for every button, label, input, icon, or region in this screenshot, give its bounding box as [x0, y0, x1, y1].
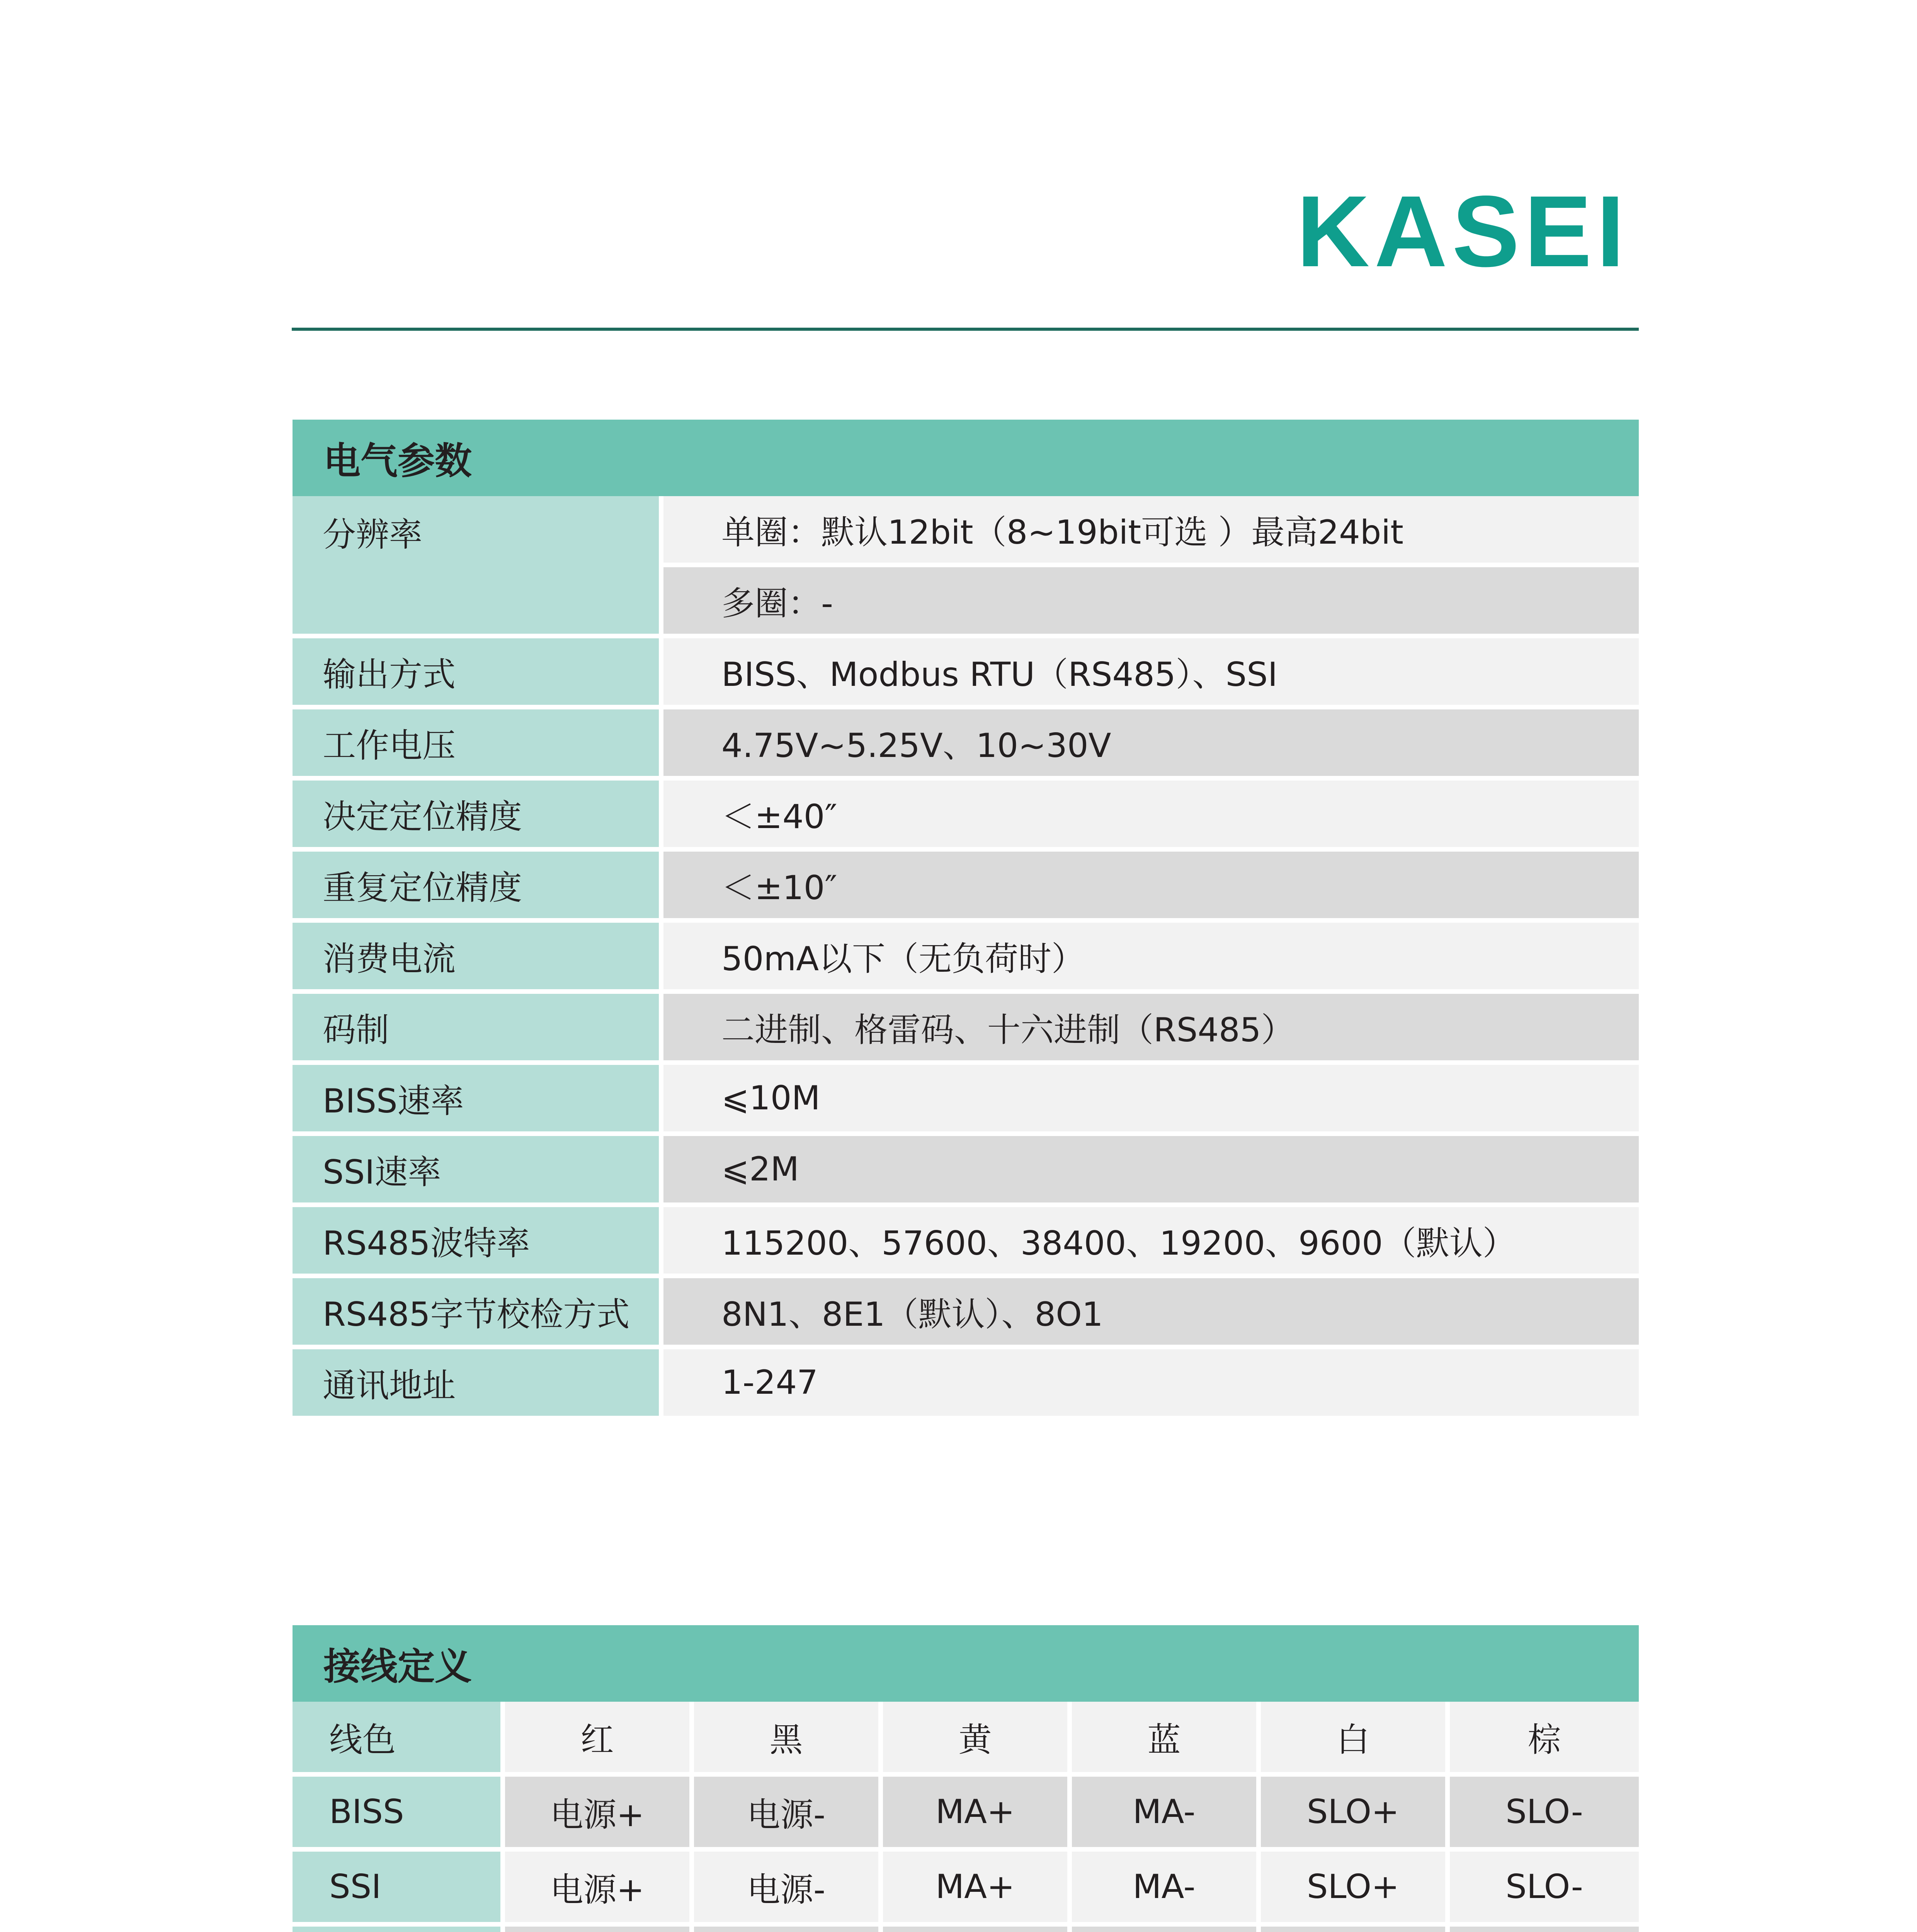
- row-label: 重复定位精度: [293, 852, 663, 923]
- table-cell: 电源+: [505, 1777, 694, 1852]
- table-cell: 电源+: [505, 1852, 694, 1927]
- table-cell: 棕: [1450, 1702, 1639, 1777]
- table-cell: 黑: [694, 1702, 883, 1777]
- table-cell: SLO+: [1261, 1777, 1450, 1852]
- table-row: [293, 1065, 1639, 1136]
- row-label: 输出方式: [293, 638, 663, 709]
- row-label: 分辨率: [293, 496, 663, 638]
- table-row: [293, 1777, 1639, 1852]
- row-value: ⩽2M: [663, 1136, 1639, 1207]
- row-label: BISS速率: [293, 1065, 663, 1136]
- table-cell: 白: [1261, 1702, 1450, 1777]
- row-value: ＜±40″: [663, 781, 1639, 852]
- table-cell: 电源-: [694, 1852, 883, 1927]
- table-cell: [883, 1927, 1072, 1932]
- table-row: [293, 994, 1639, 1065]
- table-row: [293, 923, 1639, 994]
- table-row: [293, 1702, 1639, 1777]
- table-row: [293, 1852, 1639, 1927]
- row-label: RS485字节校检方式: [293, 1278, 663, 1349]
- table-row: [293, 1136, 1639, 1207]
- row-label: BISS: [293, 1777, 505, 1852]
- row-value: 二进制、格雷码、十六进制（RS485）: [663, 994, 1639, 1065]
- table-row: [293, 1207, 1639, 1278]
- row-value: ⩽10M: [663, 1065, 1639, 1136]
- row-value: 115200、57600、38400、19200、9600（默认）: [663, 1207, 1639, 1278]
- table-cell: MA+: [883, 1777, 1072, 1852]
- row-label: 通讯地址: [293, 1349, 663, 1420]
- row-label: [293, 1927, 505, 1932]
- row-value: 1-247: [663, 1349, 1639, 1420]
- table-cell: SLO-: [1450, 1777, 1639, 1852]
- table-cell: MA+: [883, 1852, 1072, 1927]
- header-divider: [292, 328, 1639, 331]
- row-value: 4.75V~5.25V、10~30V: [663, 709, 1639, 781]
- row-label: SSI: [293, 1852, 505, 1927]
- table-row: [293, 496, 1639, 567]
- row-label: 决定定位精度: [293, 781, 663, 852]
- table-row: [293, 709, 1639, 781]
- table-row: [293, 1278, 1639, 1349]
- table-cell: [1450, 1927, 1639, 1932]
- table-cell: [505, 1927, 694, 1932]
- row-value: 50mA以下（无负荷时）: [663, 923, 1639, 994]
- table-row: [293, 852, 1639, 923]
- row-value: 8N1、8E1（默认）、8O1: [663, 1278, 1639, 1349]
- section-title: 接线定义: [293, 1625, 1639, 1702]
- row-value: 多圈：-: [663, 567, 1639, 638]
- table-row: [293, 1349, 1639, 1420]
- table-cell: MA-: [1072, 1777, 1261, 1852]
- table-row: [293, 781, 1639, 852]
- row-value: ＜±10″: [663, 852, 1639, 923]
- table-cell: 红: [505, 1702, 694, 1777]
- row-label: 消费电流: [293, 923, 663, 994]
- table-cell: SLO+: [1261, 1852, 1450, 1927]
- table-cell: [1261, 1927, 1450, 1932]
- row-label: SSI速率: [293, 1136, 663, 1207]
- table-row: [293, 638, 1639, 709]
- table-cell: 黄: [883, 1702, 1072, 1777]
- electrical-parameters-table: [293, 420, 1639, 1420]
- row-label: 工作电压: [293, 709, 663, 781]
- table-cell: SLO-: [1450, 1852, 1639, 1927]
- table-row: [293, 1927, 1639, 1932]
- table-cell: 蓝: [1072, 1702, 1261, 1777]
- row-label: 码制: [293, 994, 663, 1065]
- table-cell: [1072, 1927, 1261, 1932]
- table-cell: [694, 1927, 883, 1932]
- wiring-definition-table: [293, 1625, 1639, 1932]
- row-label: 线色: [293, 1702, 505, 1777]
- row-label: RS485波特率: [293, 1207, 663, 1278]
- table-cell: 电源-: [694, 1777, 883, 1852]
- row-value: 单圈：默认12bit（8~19bit可选 ）最高24bit: [663, 496, 1639, 567]
- brand-logo: KASEI: [1296, 175, 1629, 288]
- table-cell: MA-: [1072, 1852, 1261, 1927]
- section-title: 电气参数: [293, 420, 1639, 496]
- row-value: BISS、Modbus RTU（RS485）、SSI: [663, 638, 1639, 709]
